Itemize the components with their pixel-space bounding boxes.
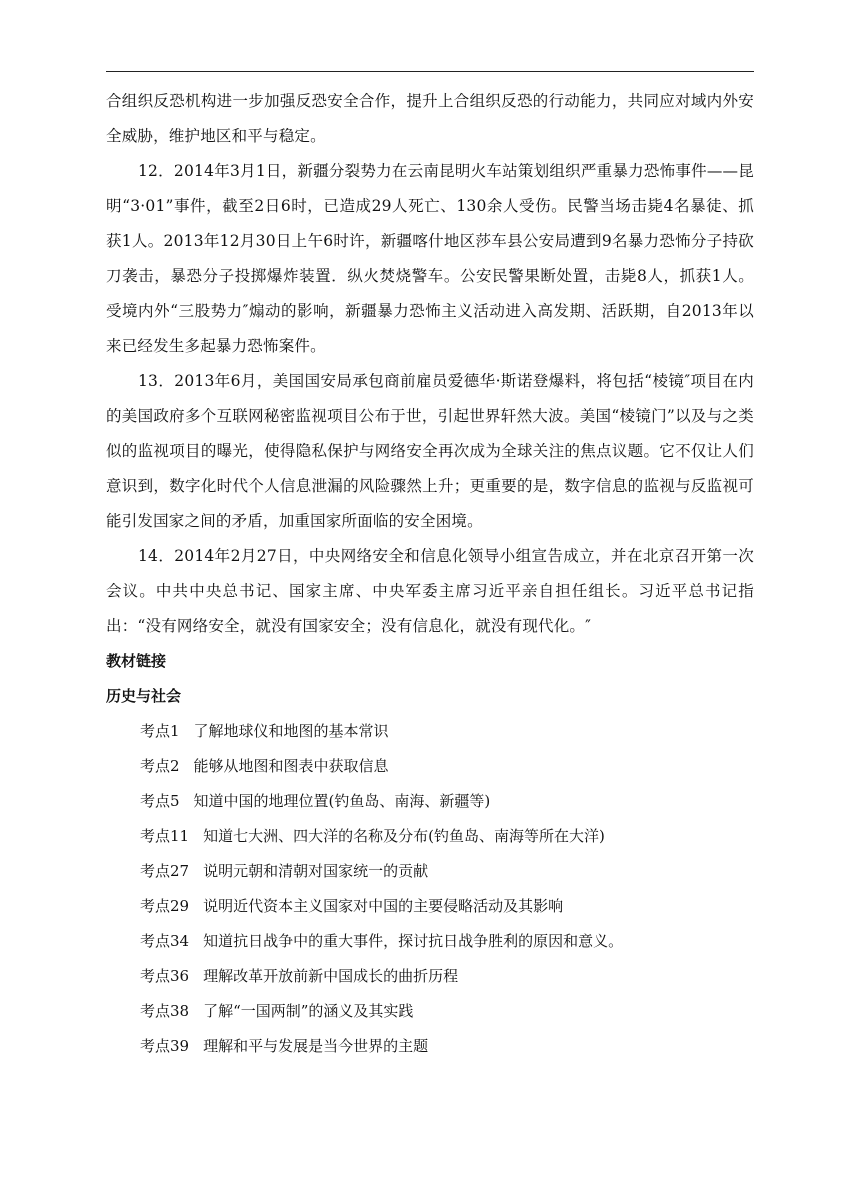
header-rule bbox=[106, 71, 754, 72]
kaodian-number: 考点27 bbox=[140, 862, 190, 880]
paragraph-continuation: 合组织反恐机构进一步加强反恐安全合作，提升上合组织反恐的行动能力，共同应对域内外安全威胁，维护地区和平与稳定。 bbox=[106, 92, 754, 145]
kaodian-text: 能够从地图和图表中获取信息 bbox=[193, 757, 389, 775]
kaodian-number: 考点29 bbox=[140, 897, 190, 915]
subsection-heading: 历史与社会 bbox=[106, 687, 182, 705]
kaodian-number: 考点2 bbox=[140, 757, 180, 775]
kaodian-text: 理解和平与发展是当今世界的主题 bbox=[203, 1037, 429, 1055]
kaodian-text: 了解“一国两制”的涵义及其实践 bbox=[203, 1002, 414, 1020]
kaodian-text: 知道七大洲、四大洋的名称及分布(钓鱼岛、南海等所在大洋) bbox=[203, 827, 605, 845]
kaodian-text: 知道中国的地理位置(钓鱼岛、南海、新疆等) bbox=[193, 792, 491, 810]
list-item bbox=[106, 889, 754, 924]
list-item bbox=[106, 784, 754, 819]
kaodian-text: 说明元朝和清朝对国家统一的贡献 bbox=[203, 862, 429, 880]
list-item bbox=[106, 994, 754, 1029]
section-heading: 教材链接 bbox=[106, 652, 167, 670]
kaodian-text: 了解地球仪和地图的基本常识 bbox=[193, 722, 389, 740]
kaodian-number: 考点5 bbox=[140, 792, 180, 810]
list-item bbox=[106, 924, 754, 959]
paragraph-item-12: 12．2014年3月1日，新疆分裂势力在云南昆明火车站策划组织严重暴力恐怖事件——昆明“3·01”事件，截至2日6时，已造成29人死亡、130余人受伤。民警当场击毙4名暴徒、抓获1人。2013年12月30日上午6时许，新疆喀什地区莎车县公安局遭到9名暴力恐怖分子持砍刀袭击，暴恐分子投掷爆炸装置．纵火焚烧警车。公安民警果断处置，击毙8人，抓获1人。受境内外“三股势力″煽动的影响，新疆暴力恐怖主义活动进入高发期、活跃期，自2013年以来已经发生多起暴力恐怖案件。 bbox=[106, 162, 754, 355]
kaodian-text: 说明近代资本主义国家对中国的主要侵略活动及其影响 bbox=[203, 897, 564, 915]
kaodian-number: 考点39 bbox=[140, 1037, 190, 1055]
kaodian-text: 知道抗日战争中的重大事件，探讨抗日战争胜利的原因和意义。 bbox=[203, 932, 624, 950]
list-item bbox=[106, 1029, 754, 1064]
kaodian-number: 考点11 bbox=[140, 827, 190, 845]
document-body bbox=[106, 84, 754, 1064]
kaodian-text: 理解改革开放前新中国成长的曲折历程 bbox=[203, 967, 459, 985]
kaodian-list bbox=[106, 714, 754, 1064]
kaodian-number: 考点38 bbox=[140, 1002, 190, 1020]
paragraph-item-13: 13．2013年6月，美国国安局承包商前雇员爱德华·斯诺登爆料，将包括“棱镜″项目在内的美国政府多个互联网秘密监视项目公布于世，引起世界轩然大波。美国“棱镜门”以及与之类似的监视项目的曝光，使得隐私保护与网络安全再次成为全球关注的焦点议题。它不仅让人们意识到，数字化时代个人信息泄漏的风险骤然上升；更重要的是，数字信息的监视与反监视可能引发国家之间的矛盾，加重国家所面临的安全困境。 bbox=[106, 372, 754, 530]
list-item bbox=[106, 819, 754, 854]
kaodian-number: 考点1 bbox=[140, 722, 180, 740]
paragraph-item-14: 14．2014年2月27日，中央网络安全和信息化领导小组宣告成立，并在北京召开第一次会议。中共中央总书记、国家主席、中央军委主席习近平亲自担任组长。习近平总书记指出：“没有网络安全，就没有国家安全；没有信息化，就没有现代化。″ bbox=[106, 547, 754, 635]
list-item bbox=[106, 749, 754, 784]
kaodian-number: 考点36 bbox=[140, 967, 190, 985]
kaodian-number: 考点34 bbox=[140, 932, 190, 950]
list-item bbox=[106, 959, 754, 994]
list-item bbox=[106, 714, 754, 749]
list-item bbox=[106, 854, 754, 889]
